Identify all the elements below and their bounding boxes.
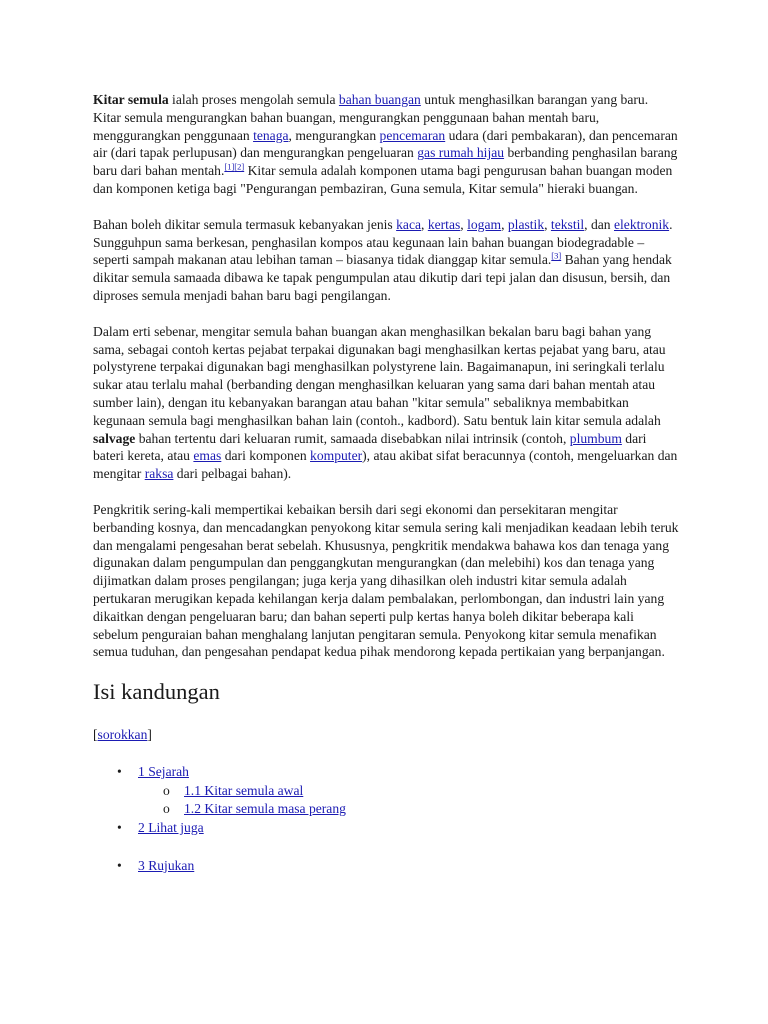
- circle-bullet-icon: o: [163, 782, 170, 798]
- toc-toggle-bracket: [: [93, 727, 98, 743]
- link-plastik[interactable]: plastik: [507, 216, 545, 232]
- link-tenaga[interactable]: tenaga: [253, 127, 289, 143]
- toc-hide-link[interactable]: sorokkan: [97, 727, 148, 743]
- reference-1-sup: [224, 162, 244, 172]
- text-span: . Sungguhpun sama berkesan, penghasilan kompos atau kegunaan lain bahan buangan biodegradable – seperti sampah makanan atau lebihan taman – biasanya tidak dianggap kitar semula.: [93, 216, 673, 268]
- circle-bullet-icon: o: [163, 801, 170, 817]
- paragraph-intro: [93, 91, 679, 198]
- link-raksa[interactable]: raksa: [144, 466, 174, 482]
- bullet-icon: •: [117, 819, 122, 835]
- paragraph-materials: [93, 216, 679, 305]
- bullet-icon: •: [117, 764, 122, 780]
- reference-3-sup: [551, 251, 561, 261]
- toc-title: Isi kandungan: [93, 679, 220, 705]
- toc-link-lihat-juga[interactable]: 2 Lihat juga: [138, 819, 204, 835]
- link-logam[interactable]: logam: [467, 216, 502, 232]
- text-span: Kitar semula adalah komponen utama bagi pengurusan bahan buangan moden dan komponen ketiga bagi "Pengurangan pembaziran, Guna semula, Kitar semula" hieraki buangan.: [93, 163, 673, 196]
- text-span: Bahan yang hendak dikitar semula samaada dibawa ke tapak pengumpulan atau dikutip dari tepi jalan dan disusun, bersih, dan diproses semula menjadi bahan baru bagi pengilangan.: [93, 252, 672, 303]
- salvage-term: salvage: [93, 430, 136, 446]
- link-plumbum[interactable]: plumbum: [569, 430, 622, 446]
- reference-link-1[interactable]: [1]: [224, 161, 235, 172]
- text-span: ,: [421, 216, 428, 232]
- text-span: ,: [460, 216, 468, 232]
- toc-item-kitar-semula-masa-perang: [138, 800, 679, 819]
- text-span: dari pelbagai bahan).: [173, 466, 292, 482]
- text-span: Bahan boleh dikitar semula termasuk kebanyakan jenis: [93, 216, 397, 232]
- paragraph-critics: Pengkritik sering-kali mempertikai kebaikan bersih dari segi ekonomi dan persekitaran mengitar berbanding kosnya, dan mencadangkan penyokong kitar semula sering kali menjadikan keadaan lebih teruk dan mengalami pengesahan berat sebelah. Khususnya, pengkritik mendakwa bahawa kos dan tenaga yang digunakan dalam pengumpulan dan penggangkutan mengurangkan (dan melebihi) kos dan tenaga yang dijimatkan dalam proses pengilangan; juga kerja yang dihasilkan oleh industri kitar semula adalah pertukaran merugikan kepada kehilangan kerja dalam pembalakan, perlombongan, dan industri lain yang dikaitkan dengan pengeluaran baru; dan bahan seperti pulp kertas hanya boleh dikitar beberapa kali sebelum penguraian bahan menghalang lanjutan pengitaran semula. Penyokong kitar semula menafikan semua tuduhan, dan pengesahan pendapat kedua pihak mendorong kepada pertikaian yang berpanjangan.: [93, 501, 679, 660]
- article-term: Kitar semula: [93, 92, 169, 107]
- text-span: , mengurangkan: [288, 127, 380, 143]
- text-span: Dalam erti sebenar, mengitar semula bahan buangan akan menghasilkan bekalan baru bagi bahan yang sama, sebagai contoh kertas pejabat terpakai digunakan bagi menghasilkan kertas pejabat yang baru, atau polystyrene terpakai digunakan bagi menghasilkan polystyrene lain. Bagaimanapun, ini seringkali terlalu sukar atau terlalu mahal (berbanding dengan menghasilkan keluaran yang sama dari bahan mentah atau sumber lain), dengan itu kebanyakan barangan atau bahan "kitar semula" sebaliknya membabitkan kegunaan semula bagi menghasilkan bahan lain (contoh., kadbord). Satu bentuk lain kitar semula adalah: [93, 323, 666, 428]
- link-gas-rumah-hijau[interactable]: gas rumah hijau: [417, 145, 505, 161]
- link-pencemaran[interactable]: pencemaran: [379, 127, 446, 143]
- bullet-icon: •: [117, 858, 122, 874]
- toc-toggle: [93, 727, 679, 743]
- text-span: , dan: [584, 216, 614, 232]
- toc-link-rujukan[interactable]: 3 Rujukan: [138, 858, 195, 874]
- text-span: berbanding penghasilan barang baru dari bahan mentah.: [93, 145, 678, 179]
- toc-sublist: [138, 782, 679, 819]
- toc-link-kitar-semula-masa-perang[interactable]: 1.2 Kitar semula masa perang: [184, 801, 346, 817]
- text-span: untuk menghasilkan barangan yang baru. Kitar semula mengurangkan bahan buangan, mengurangkan penggunaan bahan mentah baru, menggurangkan penggunaan: [93, 92, 649, 143]
- link-elektronik[interactable]: elektronik: [613, 216, 670, 232]
- toc-item-rujukan: [93, 857, 679, 876]
- text-span: dari komponen: [221, 448, 311, 464]
- text-span: ,: [501, 216, 508, 232]
- text-span: ,: [544, 216, 551, 232]
- toc-item-lihat-juga: [93, 819, 679, 838]
- link-kertas[interactable]: kertas: [427, 216, 461, 232]
- text-span: ialah proses mengolah semula: [168, 92, 339, 107]
- toc-item-sejarah: [93, 763, 679, 819]
- toc-list: [93, 763, 679, 876]
- link-emas[interactable]: emas: [193, 448, 222, 464]
- text-span: dari bateri kereta, atau: [93, 430, 647, 464]
- reference-link-3[interactable]: [3]: [551, 250, 562, 261]
- toc-toggle-bracket: ]: [147, 727, 152, 743]
- toc-link-kitar-semula-awal[interactable]: 1.1 Kitar semula awal: [184, 782, 304, 798]
- paragraph-salvage: [93, 323, 679, 483]
- article-body: [93, 91, 679, 876]
- link-tekstil[interactable]: tekstil: [550, 216, 585, 232]
- text-span: ), atau akibat sifat beracunnya (contoh, mengeluarkan dan mengitar: [93, 448, 678, 482]
- toc-item-kitar-semula-awal: [138, 782, 679, 801]
- link-bahan-buangan[interactable]: bahan buangan: [338, 92, 421, 107]
- toc-link-sejarah[interactable]: 1 Sejarah: [138, 764, 189, 780]
- text-span: bahan tertentu dari keluaran rumit, samaada disebabkan nilai intrinsik (contoh,: [135, 430, 570, 446]
- text-span: udara (dari pembakaran), dan pencemaran air (dari tapak perlupusan) dan mengurangkan pengeluaran: [93, 127, 678, 161]
- link-komputer[interactable]: komputer: [310, 448, 363, 464]
- link-kaca[interactable]: kaca: [396, 216, 422, 232]
- reference-link-2[interactable]: [2]: [234, 161, 245, 172]
